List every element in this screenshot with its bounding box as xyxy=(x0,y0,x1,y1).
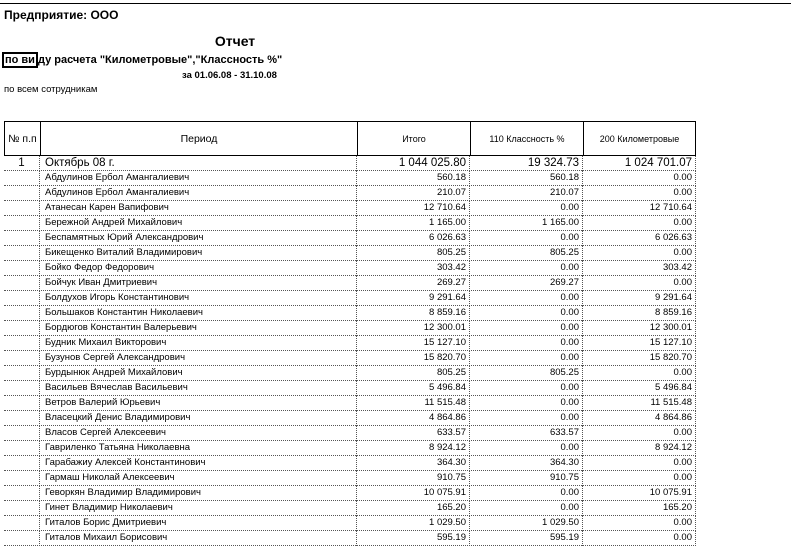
row-class: 0.00 xyxy=(470,381,583,396)
row-num xyxy=(4,246,40,261)
row-total: 10 075.91 xyxy=(357,486,470,501)
row-num xyxy=(4,186,40,201)
row-num xyxy=(4,261,40,276)
row-total: 12 710.64 xyxy=(357,201,470,216)
row-total: 5 496.84 xyxy=(357,381,470,396)
row-class: 0.00 xyxy=(470,291,583,306)
row-km: 10 075.91 xyxy=(583,486,696,501)
row-num xyxy=(4,426,40,441)
employee-name: Беспамятных Юрий Александрович xyxy=(45,231,357,246)
row-class: 0.00 xyxy=(470,231,583,246)
row-num xyxy=(4,501,40,516)
row-num xyxy=(4,396,40,411)
row-num xyxy=(4,276,40,291)
row-class: 0.00 xyxy=(470,486,583,501)
row-class: 0.00 xyxy=(470,441,583,456)
row-km: 0.00 xyxy=(583,426,696,441)
row-class: 910.75 xyxy=(470,471,583,486)
row-total: 9 291.64 xyxy=(357,291,470,306)
row-total: 595.19 xyxy=(357,531,470,546)
top-border xyxy=(0,3,791,4)
table-row xyxy=(4,441,696,456)
table-row xyxy=(4,501,696,516)
row-class: 0.00 xyxy=(470,396,583,411)
subtitle-rest: ду расчета "Километровые","Классность %" xyxy=(37,54,283,66)
employee-name: Бурдынюк Андрей Михайлович xyxy=(45,366,357,381)
selected-text-cursor[interactable]: по ви xyxy=(2,52,38,68)
table-row xyxy=(4,246,696,261)
table-row xyxy=(4,306,696,321)
row-class: 1 165.00 xyxy=(470,216,583,231)
employee-name: Большаков Константин Николаевич xyxy=(45,306,357,321)
table-row xyxy=(4,366,696,381)
employee-name: Атанесан Карен Вапифович xyxy=(45,201,357,216)
row-km: 0.00 xyxy=(583,276,696,291)
row-km: 4 864.86 xyxy=(583,411,696,426)
row-num xyxy=(4,381,40,396)
row-km: 15 127.10 xyxy=(583,336,696,351)
employee-name: Геворкян Владимир Владимирович xyxy=(45,486,357,501)
row-total: 303.42 xyxy=(357,261,470,276)
employee-name: Гиталов Михаил Борисович xyxy=(45,531,357,546)
row-class: 269.27 xyxy=(470,276,583,291)
table-row xyxy=(4,426,696,441)
col-header-class: 110 Классность % xyxy=(470,121,583,155)
row-km: 15 820.70 xyxy=(583,351,696,366)
row-km: 0.00 xyxy=(583,171,696,186)
row-num xyxy=(4,531,40,546)
table-row xyxy=(4,531,696,546)
row-class: 0.00 xyxy=(470,351,583,366)
row-km: 0.00 xyxy=(583,186,696,201)
col-header-km: 200 Километровые xyxy=(583,121,696,155)
employee-name: Гармаш Николай Алексеевич xyxy=(45,471,357,486)
row-total: 1 029.50 xyxy=(357,516,470,531)
row-total: 165.20 xyxy=(357,501,470,516)
table-row xyxy=(4,291,696,306)
table-row xyxy=(4,381,696,396)
employee-name: Абдулинов Ербол Амангалиевич xyxy=(45,186,357,201)
row-total: 805.25 xyxy=(357,246,470,261)
col-header-period: Период xyxy=(40,121,357,155)
row-num xyxy=(4,216,40,231)
employee-name: Гиталов Борис Дмитриевич xyxy=(45,516,357,531)
employee-name: Болдухов Игорь Константинович xyxy=(45,291,357,306)
employee-name: Бойко Федор Федорович xyxy=(45,261,357,276)
employee-name: Бикещенко Виталий Владимирович xyxy=(45,246,357,261)
row-total: 805.25 xyxy=(357,366,470,381)
row-total: 364.30 xyxy=(357,456,470,471)
row-class: 0.00 xyxy=(470,336,583,351)
row-km: 0.00 xyxy=(583,531,696,546)
row-km: 12 710.64 xyxy=(583,201,696,216)
report-title: Отчет xyxy=(214,33,256,49)
table-row xyxy=(4,516,696,531)
row-total: 12 300.01 xyxy=(357,321,470,336)
report-subtitle xyxy=(4,54,282,66)
col-header-num: № п.п xyxy=(4,121,40,155)
employee-name: Абдулинов Ербол Амангалиевич xyxy=(45,171,357,186)
table-row xyxy=(4,396,696,411)
row-total: 210.07 xyxy=(357,186,470,201)
table-row xyxy=(4,321,696,336)
row-class: 633.57 xyxy=(470,426,583,441)
row-total: 11 515.48 xyxy=(357,396,470,411)
row-num xyxy=(4,351,40,366)
row-num xyxy=(4,441,40,456)
row-total: 8 924.12 xyxy=(357,441,470,456)
row-total: 633.57 xyxy=(357,426,470,441)
row-num xyxy=(4,456,40,471)
employee-name: Гавриленко Татьяна Николаевна xyxy=(45,441,357,456)
employee-name: Власецкий Денис Владимирович xyxy=(45,411,357,426)
group-row xyxy=(4,156,696,171)
row-total: 560.18 xyxy=(357,171,470,186)
row-km: 0.00 xyxy=(583,471,696,486)
group-total: 1 044 025.80 xyxy=(357,156,470,171)
row-total: 15 820.70 xyxy=(357,351,470,366)
employee-name: Бережной Андрей Михайлович xyxy=(45,216,357,231)
table-row xyxy=(4,171,696,186)
row-km: 0.00 xyxy=(583,366,696,381)
row-class: 0.00 xyxy=(470,411,583,426)
row-total: 15 127.10 xyxy=(357,336,470,351)
employee-name: Бузунов Сергей Александрович xyxy=(45,351,357,366)
row-km: 9 291.64 xyxy=(583,291,696,306)
table-row xyxy=(4,471,696,486)
employees-filter-label: по всем сотрудникам xyxy=(4,84,98,95)
row-km: 0.00 xyxy=(583,456,696,471)
table-row xyxy=(4,411,696,426)
table-row xyxy=(4,336,696,351)
row-num xyxy=(4,336,40,351)
row-class: 0.00 xyxy=(470,306,583,321)
row-num xyxy=(4,231,40,246)
row-class: 1 029.50 xyxy=(470,516,583,531)
table-row xyxy=(4,216,696,231)
row-class: 805.25 xyxy=(470,246,583,261)
row-num xyxy=(4,516,40,531)
table-row xyxy=(4,276,696,291)
row-class: 0.00 xyxy=(470,501,583,516)
table-row xyxy=(4,261,696,276)
employee-name: Гинет Владимир Николаевич xyxy=(45,501,357,516)
table-row xyxy=(4,486,696,501)
group-class: 19 324.73 xyxy=(470,156,583,171)
row-class: 595.19 xyxy=(470,531,583,546)
row-class: 210.07 xyxy=(470,186,583,201)
report-period: за 01.06.08 - 31.10.08 xyxy=(182,70,277,81)
row-km: 5 496.84 xyxy=(583,381,696,396)
employee-name: Будник Михаил Викторович xyxy=(45,336,357,351)
employee-name: Бордюгов Константин Валерьевич xyxy=(45,321,357,336)
table-row xyxy=(4,351,696,366)
row-num xyxy=(4,486,40,501)
row-km: 303.42 xyxy=(583,261,696,276)
row-num xyxy=(4,171,40,186)
table-row xyxy=(4,456,696,471)
row-class: 0.00 xyxy=(470,261,583,276)
row-num xyxy=(4,201,40,216)
table-row xyxy=(4,231,696,246)
row-km: 0.00 xyxy=(583,216,696,231)
table-row xyxy=(4,186,696,201)
col-header-total: Итого xyxy=(357,121,470,155)
row-num xyxy=(4,321,40,336)
row-total: 1 165.00 xyxy=(357,216,470,231)
employee-name: Гарабажиу Алексей Константинович xyxy=(45,456,357,471)
row-km: 0.00 xyxy=(583,516,696,531)
employee-name: Власов Сергей Алексеевич xyxy=(45,426,357,441)
company-label: Предприятие: ООО xyxy=(4,8,119,22)
group-name: Октябрь 08 г. xyxy=(45,156,357,171)
group-km: 1 024 701.07 xyxy=(583,156,696,171)
row-total: 4 864.86 xyxy=(357,411,470,426)
table-row xyxy=(4,201,696,216)
row-class: 805.25 xyxy=(470,366,583,381)
row-class: 364.30 xyxy=(470,456,583,471)
row-num xyxy=(4,291,40,306)
row-class: 0.00 xyxy=(470,321,583,336)
row-total: 8 859.16 xyxy=(357,306,470,321)
row-km: 11 515.48 xyxy=(583,396,696,411)
employee-name: Васильев Вячеслав Васильевич xyxy=(45,381,357,396)
row-km: 0.00 xyxy=(583,246,696,261)
row-num xyxy=(4,471,40,486)
row-km: 165.20 xyxy=(583,501,696,516)
row-total: 269.27 xyxy=(357,276,470,291)
row-km: 8 924.12 xyxy=(583,441,696,456)
row-class: 0.00 xyxy=(470,201,583,216)
row-km: 12 300.01 xyxy=(583,321,696,336)
row-total: 6 026.63 xyxy=(357,231,470,246)
row-num xyxy=(4,366,40,381)
row-km: 8 859.16 xyxy=(583,306,696,321)
group-num: 1 xyxy=(4,156,40,171)
employee-name: Бойчук Иван Дмитриевич xyxy=(45,276,357,291)
row-class: 560.18 xyxy=(470,171,583,186)
row-total: 910.75 xyxy=(357,471,470,486)
row-num xyxy=(4,306,40,321)
row-km: 6 026.63 xyxy=(583,231,696,246)
employee-name: Ветров Валерий Юрьевич xyxy=(45,396,357,411)
row-num xyxy=(4,411,40,426)
